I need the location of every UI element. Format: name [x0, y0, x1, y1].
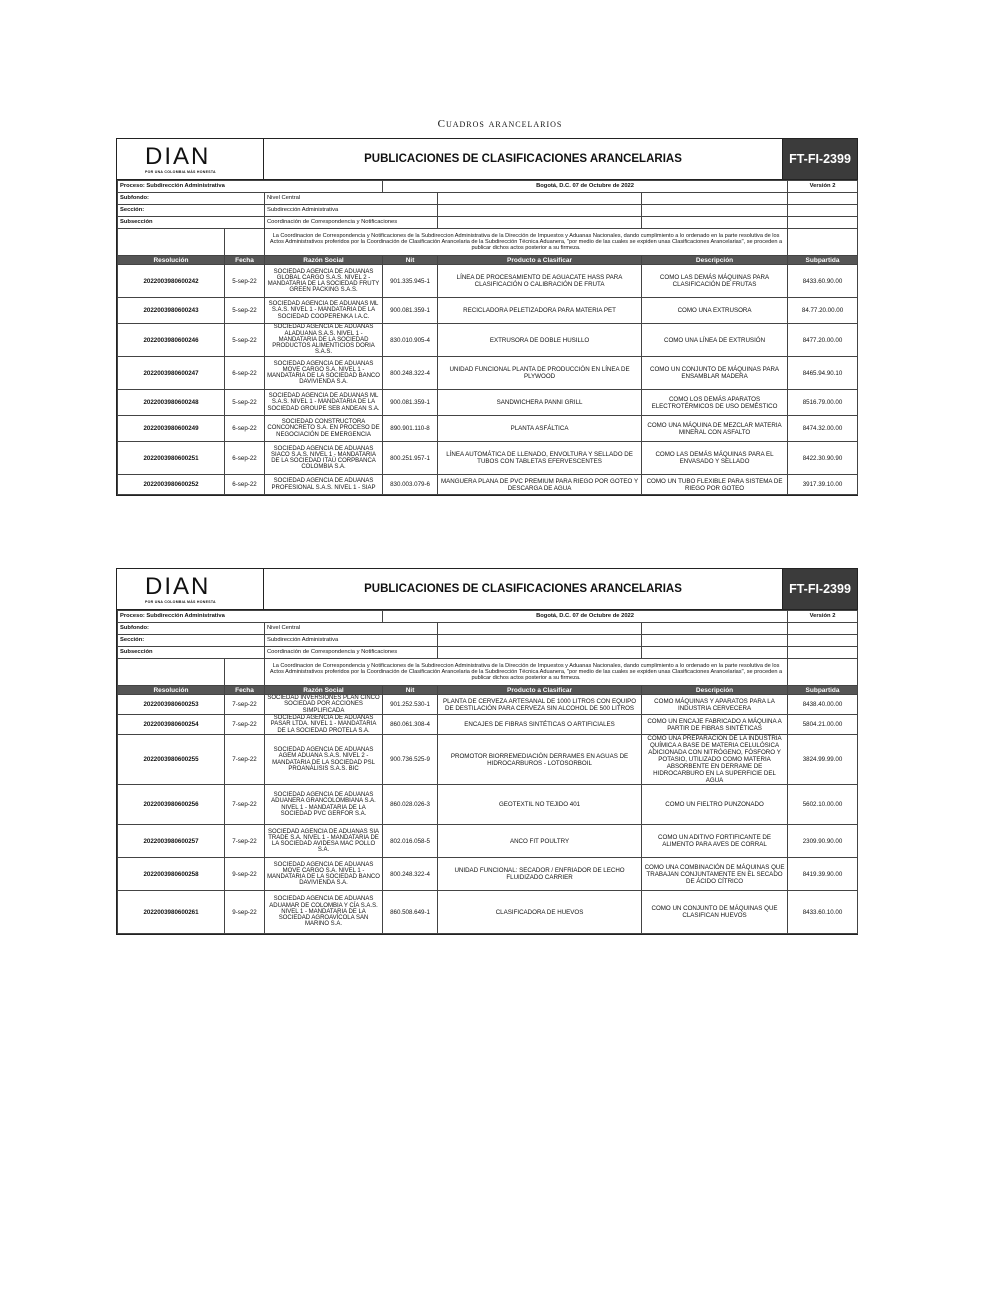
- cell-desc: COMO UNA MÁQUINA DE MEZCLAR MATERIA MINERAL CON ASFALTO: [642, 416, 788, 442]
- cell-res: 2022003980600243: [118, 298, 225, 324]
- column-header: Resolución: [118, 256, 225, 265]
- cell-fecha: 6-sep-22: [225, 357, 265, 390]
- table-row: [118, 265, 858, 298]
- cell-producto: LÍNEA DE PROCESAMIENTO DE AGUACATE HASS PARA CLASIFICACIÓN O CALIBRACIÓN DE FRUTA: [438, 265, 642, 298]
- cell-res: 2022003980600248: [118, 390, 225, 416]
- cell-razon: SOCIEDAD AGENCIA DE ADUANAS ADUANERA GRANCOLOMBIANA S.A. NIVEL 1 - MANDATARIA DE LA SOCIEDAD PVC GERFOR S.A.: [265, 785, 383, 825]
- cell-desc: COMO UN CONJUNTO DE MÁQUINAS PARA ENSAMBLAR MADERA: [642, 357, 788, 390]
- cell-sub: 84.77.20.00.00: [788, 298, 858, 324]
- version: Versión 2: [788, 611, 858, 623]
- table-row: [118, 891, 858, 934]
- table-row: [118, 785, 858, 825]
- cell-nit: 860.508.649-1: [383, 891, 438, 934]
- cell-fecha: 6-sep-22: [225, 442, 265, 475]
- cell-fecha: 9-sep-22: [225, 891, 265, 934]
- cell-fecha: 5-sep-22: [225, 298, 265, 324]
- cell-razon: SOCIEDAD AGENCIA DE ADUANAS PASAR LTDA. NIVEL 1 - MANDATARIA DE LA SOCIEDAD PROTELA S.A.: [265, 715, 383, 735]
- cell-producto: LÍNEA AUTOMÁTICA DE LLENADO, ENVOLTURA Y SELLADO DE TUBOS CON TABLETAS EFERVESCENTES: [438, 442, 642, 475]
- cell-fecha: 6-sep-22: [225, 475, 265, 495]
- cell-fecha: 5-sep-22: [225, 324, 265, 357]
- cell-razon: SOCIEDAD AGENCIA DE ADUANAS ADUAMAR DE COLOMBIA Y CÍA S.A.S. NIVEL 1 - MANDATARIA DE LA SOCIEDAD AGROAVÍCOLA SAN MARINO S.A.: [265, 891, 383, 934]
- proceso-label: Proceso: Subdirección Administrativa: [118, 181, 383, 193]
- cell-fecha: 5-sep-22: [225, 265, 265, 298]
- cell-desc: COMO UN ADITIVO FORTIFICANTE DE ALIMENTO PARA AVES DE CORRAL: [642, 825, 788, 858]
- cell-razon: SOCIEDAD AGENCIA DE ADUANAS SIA TRADE S.A. NIVEL 1 - MANDATARIA DE LA SOCIEDAD AVIDESA MAC POLLO S.A.: [265, 825, 383, 858]
- cell-sub: 3917.39.10.00: [788, 475, 858, 495]
- column-header: Producto a Clasificar: [438, 686, 642, 695]
- cell-res: 2022003980600258: [118, 858, 225, 891]
- cell-fecha: 7-sep-22: [225, 735, 265, 785]
- subseccion-value: Coordinación de Correspondencia y Notificaciones: [265, 217, 438, 229]
- cell-fecha: 7-sep-22: [225, 785, 265, 825]
- cell-sub: 8419.39.90.00: [788, 858, 858, 891]
- cell-producto: PLANTA ASFÁLTICA: [438, 416, 642, 442]
- column-header: Resolución: [118, 686, 225, 695]
- cell-sub: 8516.79.00.00: [788, 390, 858, 416]
- cell-producto: PROMOTOR BIORREMEDIACIÓN DERRAMES EN AGUAS DE HIDROCARBUROS - LOTOSORBOIL: [438, 735, 642, 785]
- table-row: [118, 298, 858, 324]
- table-row: [118, 715, 858, 735]
- cell-desc: COMO UN TUBO FLEXIBLE PARA SISTEMA DE RIEGO POR GOTEO: [642, 475, 788, 495]
- cell-desc: COMO UN ENCAJE FABRICADO A MÁQUINA A PARTIR DE FIBRAS SINTÉTICAS: [642, 715, 788, 735]
- cell-fecha: 5-sep-22: [225, 390, 265, 416]
- cell-res: 2022003980600247: [118, 357, 225, 390]
- seccion-label: Sección:: [118, 205, 265, 217]
- cell-razon: SOCIEDAD INVERSIONES PLAN CINCO SOCIEDAD POR ACCIONES SIMPLIFICADA: [265, 695, 383, 715]
- page-heading: Cuadros arancelarios: [437, 118, 563, 130]
- subfondo-value: Nivel Central: [265, 193, 438, 205]
- cell-producto: SANDWICHERA PANNI GRILL: [438, 390, 642, 416]
- cell-desc: COMO UNA PREPARACIÓN DE LA INDUSTRIA QUÍMICA A BASE DE MATERIA CELULÓSICA ADICIONADA CON NITRÓGENO, FÓSFORO Y POTASIO, UTILIZADO COMO MATERIA ABSORBENTE EN DERRAME DE HIDROCARBURO EN LA SUPERFICIE DEL AGUA: [642, 735, 788, 785]
- cell-res: 2022003980600242: [118, 265, 225, 298]
- table-row: [118, 735, 858, 785]
- subfondo-label: Subfondo:: [118, 193, 265, 205]
- cell-producto: PLANTA DE CERVEZA ARTESANAL DE 1000 LITROS CON EQUIPO DE DESTILACIÓN PARA CERVEZA SIN ALCOHOL DE 500 LITROS: [438, 695, 642, 715]
- table-header: [117, 139, 857, 180]
- cell-desc: COMO LAS DEMÁS MÁQUINAS PARA EL ENVASADO Y SELLADO: [642, 442, 788, 475]
- table-row: [118, 357, 858, 390]
- cell-nit: 830.010.905-4: [383, 324, 438, 357]
- cell-producto: UNIDAD FUNCIONAL: SECADOR / ENFRIADOR DE LECHO FLUIDIZADO CARRIER: [438, 858, 642, 891]
- cell-desc: COMO LAS DEMÁS MÁQUINAS PARA CLASIFICACIÓN DE FRUTAS: [642, 265, 788, 298]
- cell-producto: ANCO FIT POULTRY: [438, 825, 642, 858]
- cell-sub: 3824.99.99.00: [788, 735, 858, 785]
- cell-nit: 901.335.945-1: [383, 265, 438, 298]
- cell-sub: 8465.94.90.10: [788, 357, 858, 390]
- cell-razon: SOCIEDAD AGENCIA DE ADUANAS PROFESIONAL S.A.S. NIVEL 1 - SIAP: [265, 475, 383, 495]
- form-code: FT-FI-2399: [783, 139, 857, 179]
- table-row: [118, 858, 858, 891]
- subseccion-value: Coordinación de Correspondencia y Notificaciones: [265, 647, 438, 659]
- cell-res: 2022003980600251: [118, 442, 225, 475]
- cell-producto: GEOTEXTIL NO TEJIDO 401: [438, 785, 642, 825]
- city-date: Bogotá, D.C. 07 de Octubre de 2022: [383, 181, 788, 193]
- cell-res: 2022003980600257: [118, 825, 225, 858]
- cell-sub: 5602.10.00.00: [788, 785, 858, 825]
- cell-nit: 901.252.530-1: [383, 695, 438, 715]
- cell-desc: COMO UN CONJUNTO DE MÁQUINAS QUE CLASIFICAN HUEVOS: [642, 891, 788, 934]
- column-header: Descripción: [642, 686, 788, 695]
- cell-sub: 8422.30.90.90: [788, 442, 858, 475]
- table-row: [118, 825, 858, 858]
- publication-table-1: [116, 138, 858, 496]
- cell-razon: SOCIEDAD AGENCIA DE ADUANAS GLOBAL CARGO S.A.S. NIVEL 2 - MANDATARIA DE LA SOCIEDAD FRUTY GREEN PACKING S.A.S.: [265, 265, 383, 298]
- cell-nit: 802.016.058-5: [383, 825, 438, 858]
- subfondo-label: Subfondo:: [118, 623, 265, 635]
- cell-res: 2022003980600249: [118, 416, 225, 442]
- seccion-value: Subdirección Administrativa: [265, 635, 438, 647]
- cell-fecha: 7-sep-22: [225, 715, 265, 735]
- table-row: [118, 390, 858, 416]
- cell-res: 2022003980600252: [118, 475, 225, 495]
- cell-nit: 900.081.359-1: [383, 298, 438, 324]
- cell-nit: 900.736.525-9: [383, 735, 438, 785]
- cell-nit: 830.003.079-6: [383, 475, 438, 495]
- cell-nit: 860.061.308-4: [383, 715, 438, 735]
- cell-producto: RECICLADORA PELETIZADORA PARA MATERIA PET: [438, 298, 642, 324]
- document-title: PUBLICACIONES DE CLASIFICACIONES ARANCELARIAS: [264, 569, 783, 609]
- cell-fecha: 7-sep-22: [225, 695, 265, 715]
- cell-desc: COMO UNA EXTRUSORA: [642, 298, 788, 324]
- cell-razon: SOCIEDAD AGENCIA DE ADUANAS SIACO S.A.S. NIVEL 1 - MANDATARIA DE LA SOCIEDAD ITAÚ CORPBANCA COLOMBIA S.A.: [265, 442, 383, 475]
- document-title: PUBLICACIONES DE CLASIFICACIONES ARANCELARIAS: [264, 139, 783, 179]
- column-header: Nit: [383, 256, 438, 265]
- seccion-label: Sección:: [118, 635, 265, 647]
- column-header: Descripción: [642, 256, 788, 265]
- cell-res: 2022003980600253: [118, 695, 225, 715]
- classifications-table: [117, 610, 858, 934]
- cell-sub: 8433.60.10.00: [788, 891, 858, 934]
- cell-producto: EXTRUSORA DE DOBLE HUSILLO: [438, 324, 642, 357]
- table-header: [117, 569, 857, 610]
- cell-res: 2022003980600261: [118, 891, 225, 934]
- cell-razon: SOCIEDAD AGENCIA DE ADUANAS MOVE CARGO S.A. NIVEL 1 - MANDATARIA DE LA SOCIEDAD BANCO DAVIVIENDA S.A.: [265, 357, 383, 390]
- cell-fecha: 6-sep-22: [225, 416, 265, 442]
- cell-razon: SOCIEDAD AGENCIA DE ADUANAS ML S.A.S. NIVEL 1 - MANDATARIA DE LA SOCIEDAD COOPERENKA I.A.C.: [265, 298, 383, 324]
- column-header: Producto a Clasificar: [438, 256, 642, 265]
- publication-table-2: [116, 568, 858, 935]
- subseccion-label: Subsección: [118, 647, 265, 659]
- cell-producto: UNIDAD FUNCIONAL PLANTA DE PRODUCCIÓN EN LÍNEA DE PLYWOOD: [438, 357, 642, 390]
- table-row: [118, 442, 858, 475]
- table-row: [118, 324, 858, 357]
- proceso-label: Proceso: Subdirección Administrativa: [118, 611, 383, 623]
- cell-sub: 8474.32.00.00: [788, 416, 858, 442]
- column-header: Subpartida: [788, 256, 858, 265]
- cell-desc: COMO MÁQUINAS Y APARATOS PARA LA INDUSTRIA CERVECERA: [642, 695, 788, 715]
- cell-desc: COMO LOS DEMÁS APARATOS ELECTROTÉRMICOS DE USO DEMÉSTICO: [642, 390, 788, 416]
- cell-sub: 5804.21.00.00: [788, 715, 858, 735]
- table-row: [118, 695, 858, 715]
- cell-nit: 860.028.026-3: [383, 785, 438, 825]
- subfondo-value: Nivel Central: [265, 623, 438, 635]
- cell-sub: 2309.90.90.00: [788, 825, 858, 858]
- column-header: Nit: [383, 686, 438, 695]
- city-date: Bogotá, D.C. 07 de Octubre de 2022: [383, 611, 788, 623]
- cell-desc: COMO UN FIELTRO PUNZONADO: [642, 785, 788, 825]
- table-row: [118, 416, 858, 442]
- cell-razon: SOCIEDAD AGENCIA DE ADUANAS ML S.A.S. NIVEL 1 - MANDATARIA DE LA SOCIEDAD GROUPE SEB ANDEAN S.A.: [265, 390, 383, 416]
- cell-sub: 8438.40.00.00: [788, 695, 858, 715]
- cell-producto: CLASIFICADORA DE HUEVOS: [438, 891, 642, 934]
- cell-desc: COMO UNA LÍNEA DE EXTRUSIÓN: [642, 324, 788, 357]
- seccion-value: Subdirección Administrativa: [265, 205, 438, 217]
- cell-razon: SOCIEDAD AGENCIA DE ADUANAS MOVE CARGO S.A. NIVEL 1 - MANDATARIA DE LA SOCIEDAD BANCO DAVIVIENDA S.A.: [265, 858, 383, 891]
- cell-razon: SOCIEDAD CONSTRUCTORA CONCONCRETO S.A. EN PROCESO DE NEGOCIACIÓN DE EMERGENCIA: [265, 416, 383, 442]
- column-header: Fecha: [225, 686, 265, 695]
- cell-res: 2022003980600256: [118, 785, 225, 825]
- cell-razon: SOCIEDAD AGENCIA DE ADUANAS ALADUANA S.A.S. NIVEL 1 - MANDATARIA DE LA SOCIEDAD PRODUCTOS ALIMENTICIOS DORIA S.A.S.: [265, 324, 383, 357]
- cell-nit: 800.251.957-1: [383, 442, 438, 475]
- cell-res: 2022003980600254: [118, 715, 225, 735]
- cell-producto: ENCAJES DE FIBRAS SINTÉTICAS O ARTIFICIALES: [438, 715, 642, 735]
- intro-text: La Coordinacion de Correspondencia y Notificaciones de la Subdireccion Administrativa de la Dirección de Impuestos y Aduanas Nacionales, dando cumplimiento a lo ordenado en la parte resolutiva de los Actos Administrativos proferidos por la Coordinación de Clasificación Arancelaria de la Subdirección Técnica Aduanera, "por medio de las cuales se expiden unas Clasificaciones Arancelarias", se proceden a publicar dichos actos posterior a su firmeza.: [265, 659, 788, 686]
- dian-logo: DIAN POR UNA COLOMBIA MÁS HONESTA: [117, 569, 264, 609]
- cell-razon: SOCIEDAD AGENCIA DE ADUANAS AGEM ADUANA S.A.S. NIVEL 2 - MANDATARIA DE LA SOCIEDAD PSL PROANÁLISIS S.A.S. BIC: [265, 735, 383, 785]
- column-header: Razón Social: [265, 256, 383, 265]
- dian-logo: DIAN POR UNA COLOMBIA MÁS HONESTA: [117, 139, 264, 179]
- cell-nit: 800.248.322-4: [383, 357, 438, 390]
- classifications-table: [117, 180, 858, 495]
- column-header: Subpartida: [788, 686, 858, 695]
- intro-text: La Coordinacion de Correspondencia y Notificaciones de la Subdireccion Administrativa de la Dirección de Impuestos y Aduanas Nacionales, dando cumplimiento a lo ordenado en la parte resolutiva de los Actos Administrativos proferidos por la Coordinación de Clasificación Arancelaria de la Subdirección Técnica Aduanera, "por medio de las cuales se expiden unas Clasificaciones Arancelarias", se proceden a publicar dichos actos posterior a su firmeza.: [265, 229, 788, 256]
- column-header: Fecha: [225, 256, 265, 265]
- cell-desc: COMO UNA COMBINACIÓN DE MÁQUINAS QUE TRABAJAN CONJUNTAMENTE EN EL SECADO DE ÁCIDO CÍTRICO: [642, 858, 788, 891]
- form-code: FT-FI-2399: [783, 569, 857, 609]
- version: Versión 2: [788, 181, 858, 193]
- cell-nit: 900.081.359-1: [383, 390, 438, 416]
- cell-sub: 8477.20.00.00: [788, 324, 858, 357]
- subseccion-label: Subsección: [118, 217, 265, 229]
- cell-fecha: 7-sep-22: [225, 825, 265, 858]
- cell-nit: 890.901.110-8: [383, 416, 438, 442]
- cell-nit: 800.248.322-4: [383, 858, 438, 891]
- column-header: Razón Social: [265, 686, 383, 695]
- cell-producto: MANGUERA PLANA DE PVC PREMIUM PARA RIEGO POR GOTEO Y DESCARGA DE AGUA: [438, 475, 642, 495]
- cell-sub: 8433.60.90.00: [788, 265, 858, 298]
- cell-res: 2022003980600246: [118, 324, 225, 357]
- cell-fecha: 9-sep-22: [225, 858, 265, 891]
- cell-res: 2022003980600255: [118, 735, 225, 785]
- table-row: [118, 475, 858, 495]
